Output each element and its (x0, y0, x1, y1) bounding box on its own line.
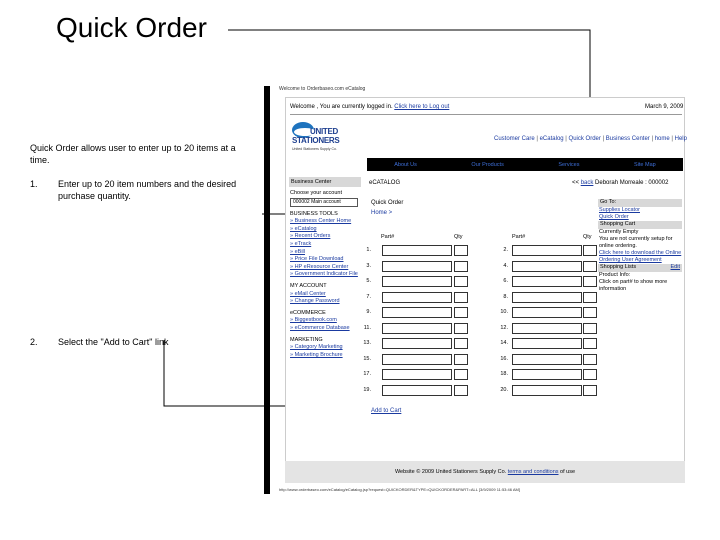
download-agreement-link[interactable]: Click here to download the Online Ordering User Agreement (599, 250, 682, 263)
quantity-input[interactable] (454, 245, 468, 256)
nav-services[interactable]: Services (558, 161, 580, 168)
page-title: Quick Order (371, 200, 404, 206)
part-number-input[interactable] (512, 338, 582, 349)
part-number-input[interactable] (382, 307, 452, 318)
topnav-separator: | (649, 136, 655, 142)
nav-our-products[interactable]: Our Products (471, 161, 504, 168)
part-number-input[interactable] (382, 338, 452, 349)
sidebar (290, 190, 362, 359)
sidebar-item-government-indicator-file[interactable]: » Government Indicator File (290, 271, 358, 278)
quantity-input[interactable] (583, 385, 597, 396)
quantity-input[interactable] (583, 369, 597, 380)
part-number-input[interactable] (512, 369, 582, 380)
welcome-text: Welcome , You are currently logged in. (290, 104, 393, 110)
row-number: 7. (366, 293, 371, 300)
quantity-input[interactable] (454, 338, 468, 349)
quantity-input[interactable] (454, 292, 468, 303)
user-name: Deborah Morreale : 000002 (595, 180, 669, 186)
browser-title: Welcome to Orderbaseo.com eCatalog (279, 86, 366, 92)
sidebar-item-email-center[interactable]: » eMail Center (290, 290, 326, 297)
part-number-input[interactable] (512, 323, 582, 334)
topnav-quick-order[interactable]: Quick Order (568, 136, 601, 142)
step-2-number: 2. (30, 337, 38, 347)
col-qty-right: Qty (583, 234, 592, 240)
part-number-input[interactable] (512, 385, 582, 396)
logout-link[interactable]: Click here to Log out (394, 104, 450, 110)
topnav-separator: | (563, 136, 569, 142)
topnav-customer-care[interactable]: Customer Care (494, 136, 535, 142)
quantity-input[interactable] (583, 354, 597, 365)
sidebar-item-marketing-brochure[interactable]: » Marketing Brochure (290, 351, 343, 358)
step-2-text: Select the "Add to Cart" link (58, 337, 169, 347)
step-1-text: Enter up to 20 item numbers and the desired purchase quantity. (58, 179, 237, 201)
row-number: 1. (366, 247, 371, 253)
quantity-input[interactable] (583, 276, 597, 287)
topnav-ecatalog[interactable]: eCatalog (539, 136, 564, 142)
part-number-input[interactable] (512, 261, 582, 272)
footer-copyright: Website © 2009 United Stationers Supply Co. (394, 469, 507, 475)
step-1-number: 1. (30, 179, 38, 189)
quantity-input[interactable] (583, 292, 597, 303)
topnav-separator: | (534, 136, 540, 142)
cart-status: Currently Empty (599, 229, 639, 235)
part-number-input[interactable] (512, 307, 582, 318)
business-tools-label: BUSINESS TOOLS (290, 210, 338, 217)
quantity-input[interactable] (583, 261, 597, 272)
back-prefix: << (572, 180, 580, 186)
footer-suffix: of use (560, 469, 576, 475)
col-part-left: Part# (381, 234, 395, 240)
sidebar-item-price-file-download[interactable]: » Price File Download (290, 256, 344, 263)
row-number: 16. (500, 355, 508, 362)
screenshot-border (264, 86, 270, 494)
choose-account-label: Choose your account (290, 190, 342, 196)
row-number: 9. (366, 309, 371, 315)
quantity-input[interactable] (454, 354, 468, 365)
cart-note: You are not currently setup for online ordering. (599, 236, 673, 249)
back-link[interactable]: back (580, 180, 594, 186)
ecommerce-label: eCOMMERCE (290, 309, 326, 316)
quantity-input[interactable] (583, 245, 597, 256)
row-number: 14. (500, 340, 508, 346)
sidebar-item-business-center-home[interactable]: » Business Center Home (290, 218, 352, 225)
sidebar-item-hp-eresource-center[interactable]: » HP eResource Center (290, 263, 349, 270)
header-divider (290, 114, 682, 115)
row-number: 3. (366, 262, 371, 269)
current-date: March 9, 2009 (645, 104, 684, 110)
shopping-lists-label: Shopping Lists (600, 264, 637, 270)
sidebar-item-biggestbook[interactable]: » Biggestbook.com (290, 317, 337, 324)
part-number-input[interactable] (382, 261, 452, 272)
row-number: 10. (500, 309, 508, 315)
topnav-business-center[interactable]: Business Center (605, 136, 650, 142)
sidebar-item-change-password[interactable]: » Change Password (290, 298, 340, 305)
right-panel (598, 199, 682, 293)
status-url: http://www.orderbaseo.com/eCatalog/eCatalog.jsp?request=QUICKORDER&TYPE=QUICKORDER&PART=ALL [3/9/2009 11:53:46 AM] (279, 487, 520, 492)
add-to-cart-link[interactable]: Add to Cart (371, 408, 402, 414)
united-stationers-logo[interactable] (292, 122, 352, 156)
my-account-label: MY ACCOUNT (290, 282, 327, 289)
row-number: 2. (503, 247, 508, 253)
topnav-help[interactable]: Help (674, 136, 687, 142)
part-number-input[interactable] (382, 292, 452, 303)
row-number: 20. (500, 386, 508, 393)
row-number: 5. (366, 278, 371, 284)
quantity-input[interactable] (454, 323, 468, 334)
quantity-input[interactable] (454, 276, 468, 287)
breadcrumb-home[interactable]: Home > (371, 210, 393, 216)
part-number-input[interactable] (382, 369, 452, 380)
sidebar-item-ecommerce-database[interactable]: » eCommerce Database (290, 324, 350, 331)
quick-order-link[interactable]: Quick Order (599, 214, 629, 220)
row-number: 6. (503, 278, 508, 284)
account-select[interactable]: 000002 Main account (290, 198, 358, 207)
row-number: 8. (503, 293, 508, 300)
quantity-input[interactable] (454, 385, 468, 396)
row-number: 17. (363, 371, 371, 377)
row-number: 11. (363, 324, 371, 331)
part-number-input[interactable] (382, 245, 452, 256)
shopping-cart-header: Shopping Cart (598, 221, 682, 229)
section-label: eCATALOG (369, 180, 401, 186)
part-number-input[interactable] (382, 323, 452, 334)
sidebar-item-ecatalog[interactable]: » eCatalog (290, 225, 317, 232)
nav-about-us[interactable]: About Us (394, 161, 417, 168)
quantity-input[interactable] (454, 307, 468, 318)
supplies-locator-link[interactable]: Supplies Locator (599, 207, 640, 213)
nav-site-map[interactable]: Site Map (633, 161, 656, 168)
quantity-input[interactable] (454, 369, 468, 380)
quantity-input[interactable] (454, 261, 468, 272)
part-number-input[interactable] (512, 245, 582, 256)
topnav-separator: | (669, 136, 675, 142)
row-number: 13. (363, 340, 371, 346)
logo-line2: STATIONERS (292, 136, 340, 145)
product-info-label: Product Info: (599, 272, 631, 278)
quantity-input[interactable] (583, 323, 597, 334)
logo-line3: United Stationers Supply Co. (292, 147, 337, 151)
row-number: 4. (503, 262, 508, 269)
part-number-input[interactable] (512, 354, 582, 365)
sidebar-item-category-marketing[interactable]: » Category Marketing (290, 344, 343, 351)
go-to-header: Go To: (598, 199, 682, 207)
shopping-lists-header (598, 264, 682, 272)
welcome-bar (290, 104, 449, 110)
main-navbar (367, 158, 683, 171)
row-number: 12. (500, 324, 508, 331)
sidebar-item-ebill[interactable]: » eBill (290, 248, 305, 255)
logo-line1: UNITED (310, 127, 338, 136)
quantity-input[interactable] (583, 307, 597, 318)
part-number-input[interactable] (382, 385, 452, 396)
sidebar-item-etrack[interactable]: » eTrack (290, 240, 312, 247)
slide-title: Quick Order (56, 12, 207, 43)
footer (285, 461, 685, 483)
edit-lists-link[interactable]: Edit (670, 264, 680, 270)
part-number-input[interactable] (512, 276, 582, 287)
quantity-input[interactable] (583, 338, 597, 349)
topnav-separator: | (600, 136, 606, 142)
col-qty-left: Qty (454, 234, 463, 240)
marketing-label: MARKETING (290, 336, 323, 343)
part-number-input[interactable] (382, 276, 452, 287)
sidebar-header: Business Center (289, 177, 361, 187)
top-navigation (494, 136, 687, 142)
sidebar-item-recent-orders[interactable]: » Recent Orders (290, 233, 331, 240)
product-info-text: Click on part# to show more information (599, 279, 668, 292)
part-number-input[interactable] (382, 354, 452, 365)
row-number: 18. (500, 371, 508, 377)
terms-link[interactable]: terms and conditions (507, 469, 559, 475)
row-number: 19. (363, 386, 371, 393)
part-number-input[interactable] (512, 292, 582, 303)
row-number: 15. (363, 355, 371, 362)
intro-text: Quick Order allows user to enter up to 20 items at a time. (30, 143, 236, 165)
topnav-home[interactable]: home (654, 136, 670, 142)
user-info (572, 180, 668, 186)
col-part-right: Part# (512, 234, 526, 240)
